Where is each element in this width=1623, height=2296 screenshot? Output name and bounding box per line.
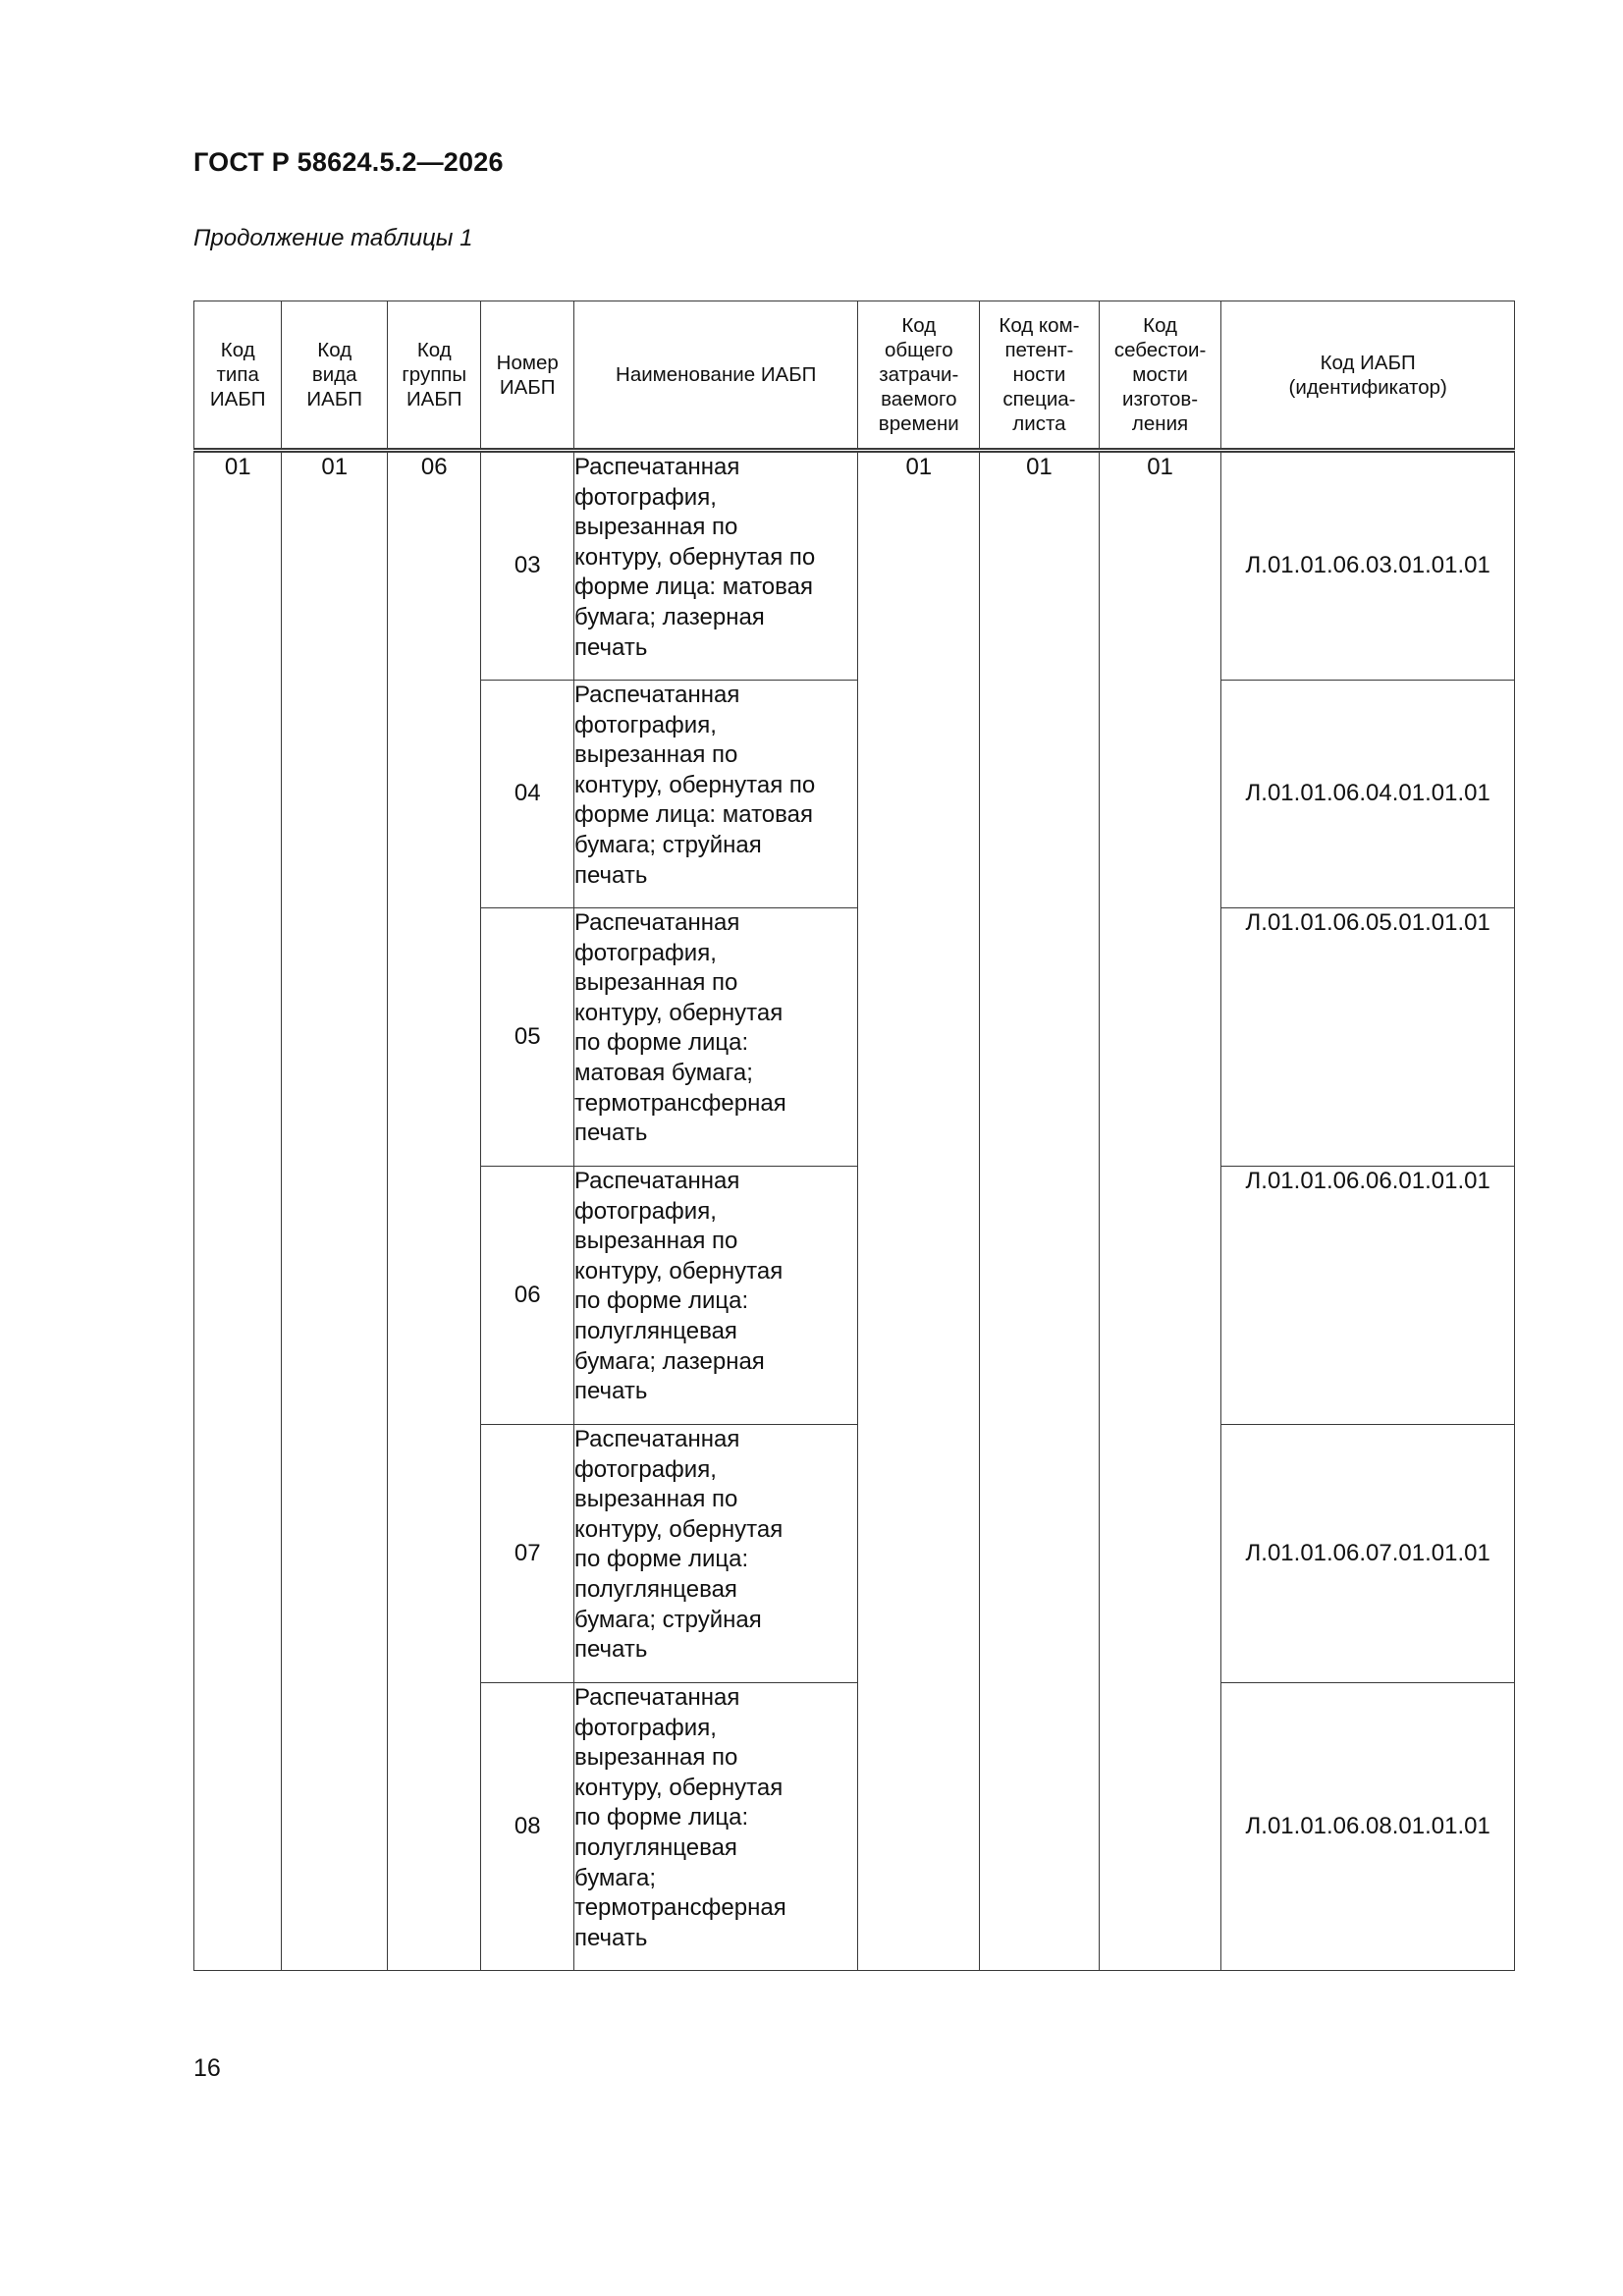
competence-code-cell: 01 <box>980 451 1100 1971</box>
header-id-code: Код ИАБП (идентификатор) <box>1221 301 1515 451</box>
header-number: Номер ИАБП <box>481 301 573 451</box>
iabp-table <box>193 301 1515 1971</box>
cost-code-cell: 01 <box>1099 451 1221 1971</box>
number-cell: 07 <box>481 1425 573 1683</box>
name-cell: Распечатанная фотография, вырезанная по контуру, обернутая по форме лица: полуглянцевая бумага; струйная печать <box>573 1425 858 1683</box>
header-competence-code: Код ком- петент- ности специа- листа <box>980 301 1100 451</box>
number-cell: 06 <box>481 1167 573 1425</box>
id-code-cell: Л.01.01.06.07.01.01.01 <box>1221 1425 1515 1683</box>
header-time-code: Код общего затрачи- ваемого времени <box>858 301 980 451</box>
name-cell: Распечатанная фотография, вырезанная по контуру, обернутая по форме лица: матовая бумага; лазерная печать <box>573 451 858 681</box>
number-cell: 03 <box>481 451 573 681</box>
header-cost-code: Код себестои- мости изготов- ления <box>1099 301 1221 451</box>
id-code-cell: Л.01.01.06.03.01.01.01 <box>1221 451 1515 681</box>
name-cell: Распечатанная фотография, вырезанная по контуру, обернутая по форме лица: матовая бумага; термотрансферная печать <box>573 908 858 1167</box>
name-cell: Распечатанная фотография, вырезанная по контуру, обернутая по форме лица: матовая бумага; струйная печать <box>573 681 858 908</box>
document-header: ГОСТ Р 58624.5.2—2026 <box>193 147 504 177</box>
group-code-cell: 06 <box>388 451 481 1971</box>
header-name: Наименование ИАБП <box>573 301 858 451</box>
id-code-cell: Л.01.01.06.08.01.01.01 <box>1221 1683 1515 1971</box>
header-type-code: Код типа ИАБП <box>194 301 282 451</box>
type-code-cell: 01 <box>194 451 282 1971</box>
number-cell: 08 <box>481 1683 573 1971</box>
table-row <box>194 451 1515 681</box>
table-caption: Продолжение таблицы 1 <box>193 225 473 251</box>
id-code-cell: Л.01.01.06.06.01.01.01 <box>1221 1167 1515 1425</box>
time-code-cell: 01 <box>858 451 980 1971</box>
id-code-cell: Л.01.01.06.04.01.01.01 <box>1221 681 1515 908</box>
kind-code-cell: 01 <box>282 451 388 1971</box>
header-kind-code: Код вида ИАБП <box>282 301 388 451</box>
name-cell: Распечатанная фотография, вырезанная по контуру, обернутая по форме лица: полуглянцевая бумага; термотрансферная печать <box>573 1683 858 1971</box>
name-cell: Распечатанная фотография, вырезанная по контуру, обернутая по форме лица: полуглянцевая бумага; лазерная печать <box>573 1167 858 1425</box>
header-group-code: Код группы ИАБП <box>388 301 481 451</box>
number-cell: 04 <box>481 681 573 908</box>
table-header-row <box>194 301 1515 451</box>
id-code-cell: Л.01.01.06.05.01.01.01 <box>1221 908 1515 1167</box>
page-number: 16 <box>193 2054 221 2082</box>
number-cell: 05 <box>481 908 573 1167</box>
